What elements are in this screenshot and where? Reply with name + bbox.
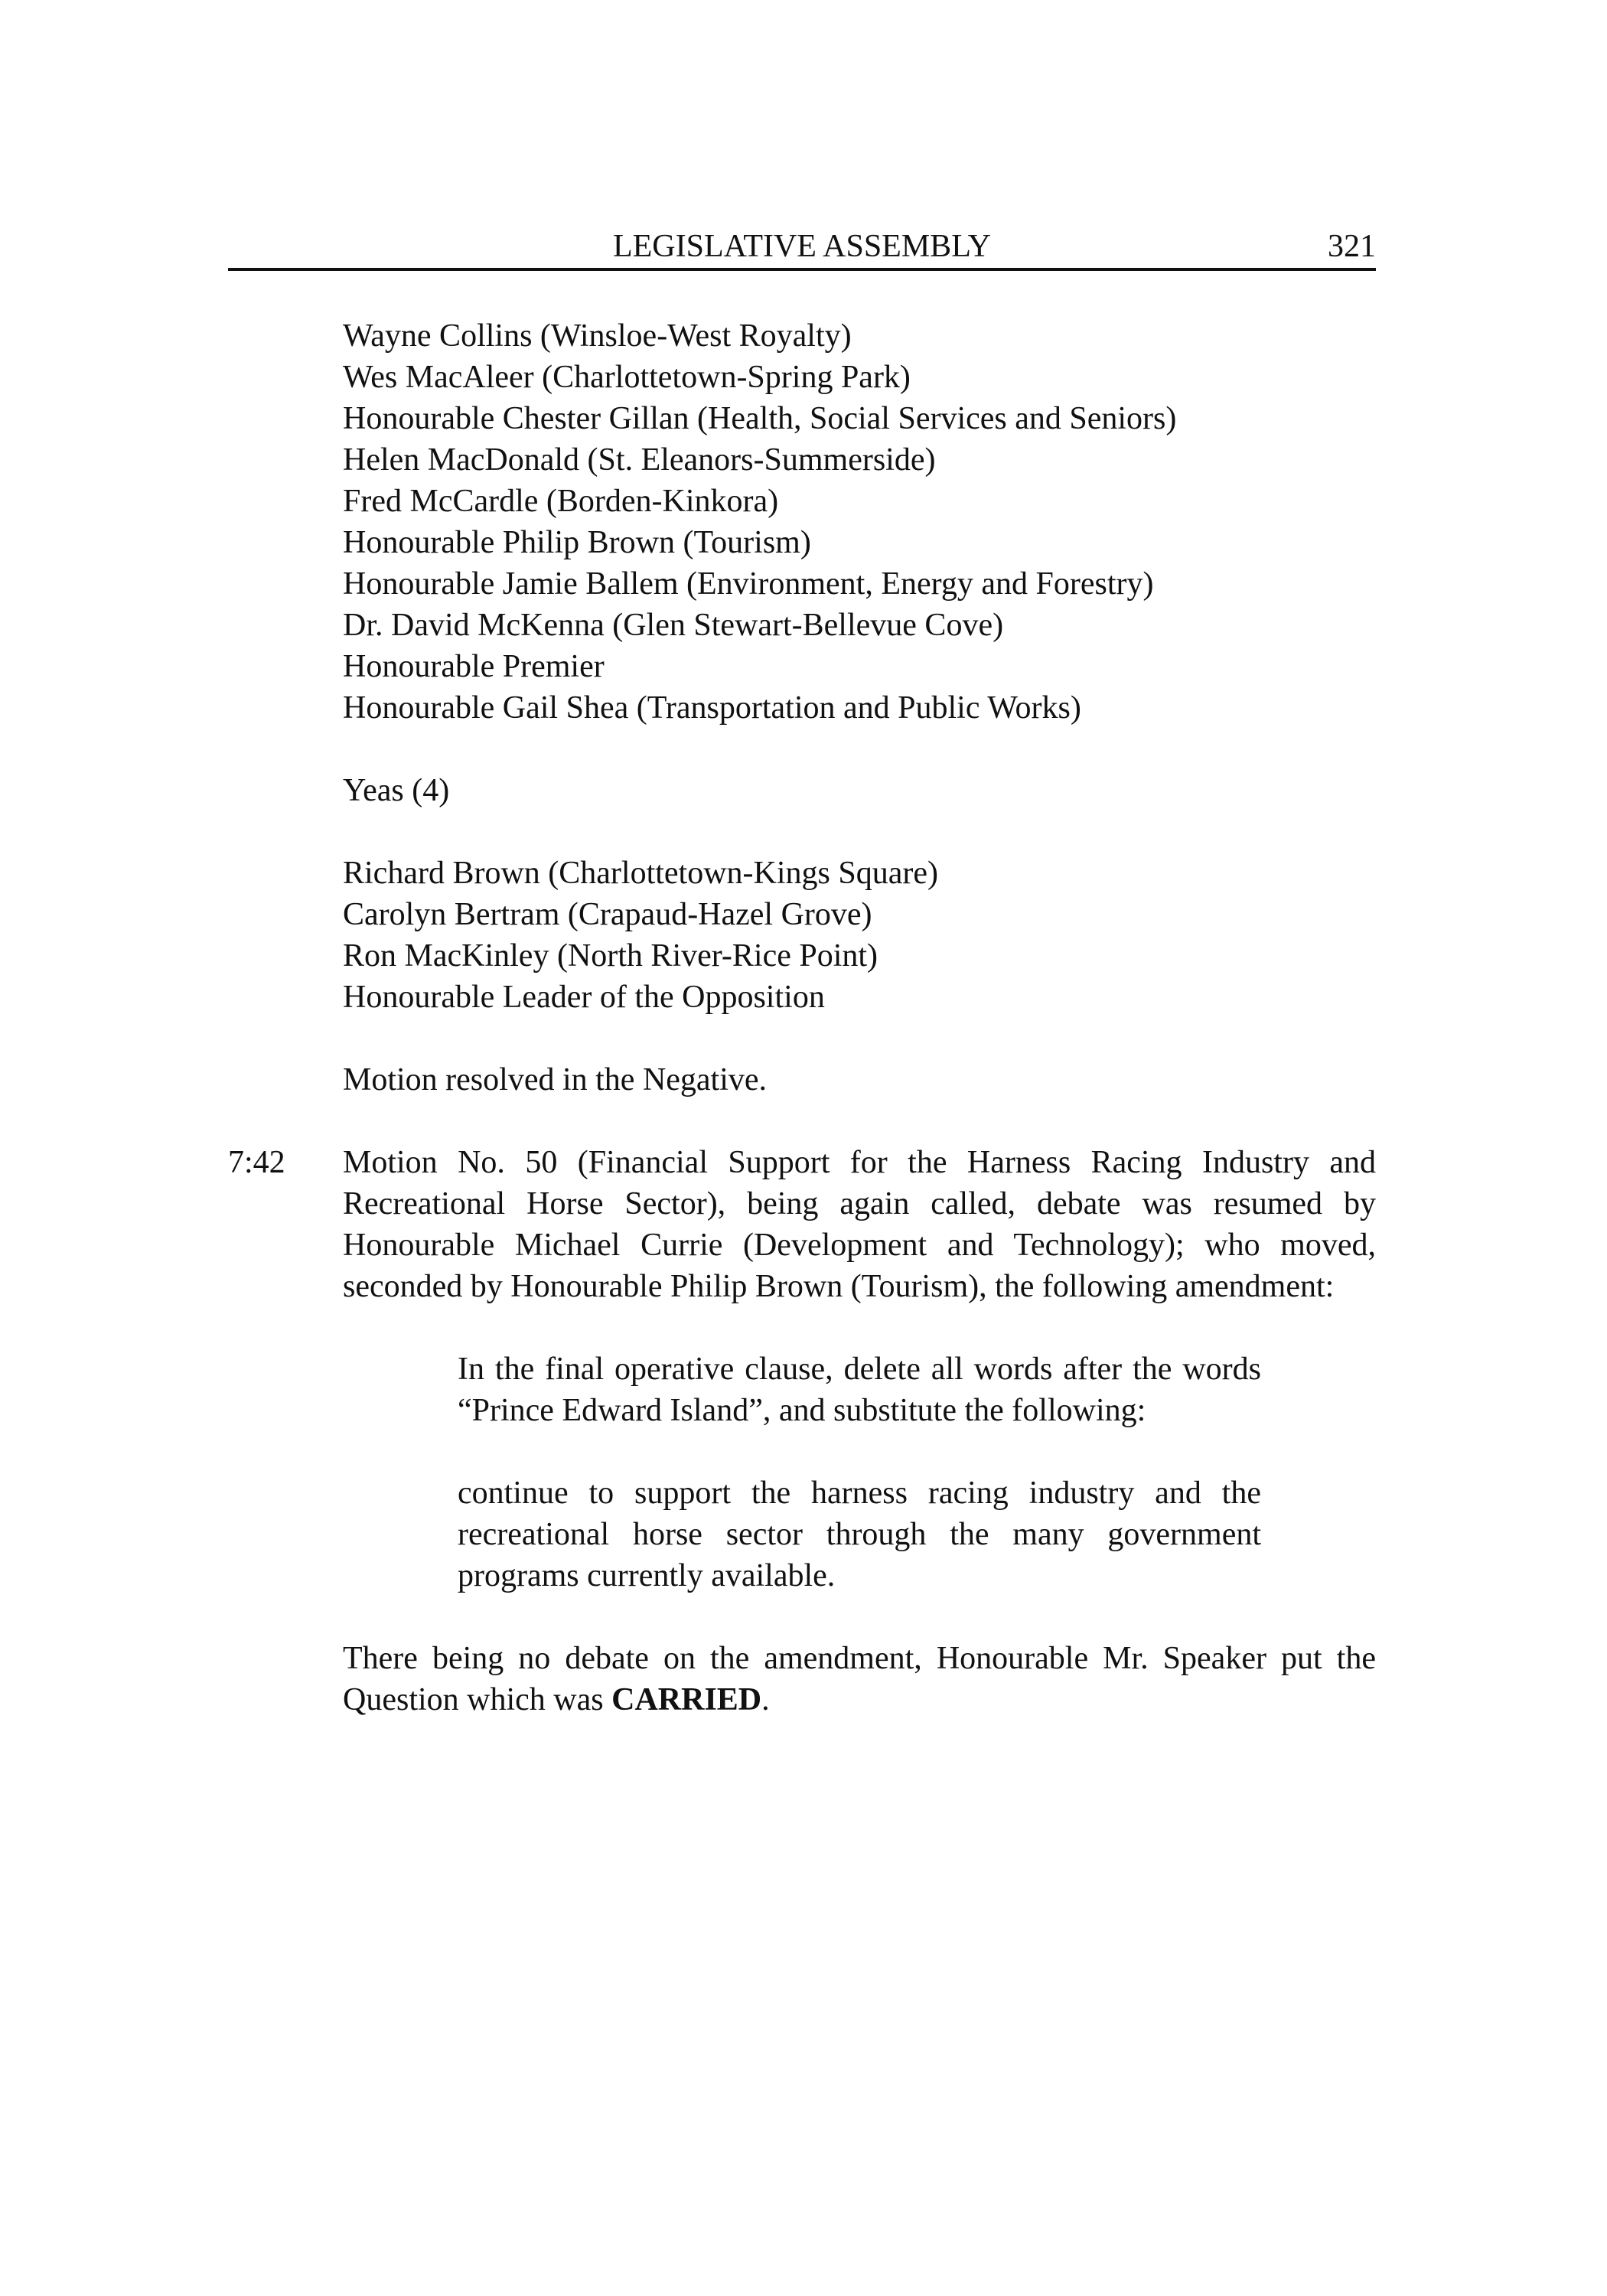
list-item: Dr. David McKenna (Glen Stewart-Bellevue Cove) (343, 608, 1004, 643)
list-item: Honourable Leader of the Opposition (343, 980, 825, 1015)
page-number: 321 (1328, 229, 1376, 264)
conclusion-paragraph (343, 1638, 1376, 1720)
motion-text: Motion No. 50 (Financial Support for the Harness Racing Industry and Recreational Horse Sector), being again called, debate was resumed by Honourable Michael Currie (Development and Technology); who moved, seconded by Honourable Philip Brown (Tourism), the following amendment: (343, 1145, 1376, 1304)
list-item: Honourable Jamie Ballem (Environment, Energy and Forestry) (343, 566, 1154, 602)
motion-entry (228, 1142, 1376, 1307)
list-item: Fred McCardle (Borden-Kinkora) (343, 484, 779, 519)
yeas-list (343, 853, 1376, 1018)
amendment-clause: In the final operative clause, delete all words after the words “Prince Edward Island”, and substitute the following: (458, 1352, 1261, 1428)
journal-content (228, 315, 1376, 1720)
list-item: Helen MacDonald (St. Eleanors-Summerside) (343, 442, 936, 478)
list-item: Ron MacKinley (North River-Rice Point) (343, 938, 878, 974)
list-item: Honourable Chester Gillan (Health, Social Services and Seniors) (343, 401, 1177, 436)
yeas-heading: Yeas (4) (343, 773, 450, 808)
list-item: Richard Brown (Charlottetown-Kings Square) (343, 856, 939, 891)
conclusion-end: . (761, 1682, 770, 1717)
motion-result: Motion resolved in the Negative. (343, 1062, 768, 1097)
nays-list (343, 315, 1376, 729)
list-item: Wes MacAleer (Charlottetown-Spring Park) (343, 360, 911, 395)
page-header (228, 225, 1376, 271)
conclusion-text: There being no debate on the amendment, Honourable Mr. Speaker put the Question which was (343, 1641, 1376, 1717)
list-item: Honourable Philip Brown (Tourism) (343, 525, 811, 560)
list-item: Carolyn Bertram (Crapaud-Hazel Grove) (343, 897, 872, 932)
motion-time: 7:42 (228, 1145, 285, 1180)
list-item: Honourable Gail Shea (Transportation and Public Works) (343, 690, 1081, 726)
amendment-substitute: continue to support the harness racing industry and the recreational horse sector through the many government programs currently available. (458, 1476, 1261, 1593)
list-item: Wayne Collins (Winsloe-West Royalty) (343, 318, 852, 354)
carried-label: CARRIED (611, 1682, 762, 1717)
header-title: LEGISLATIVE ASSEMBLY (613, 229, 991, 264)
list-item: Honourable Premier (343, 649, 605, 684)
